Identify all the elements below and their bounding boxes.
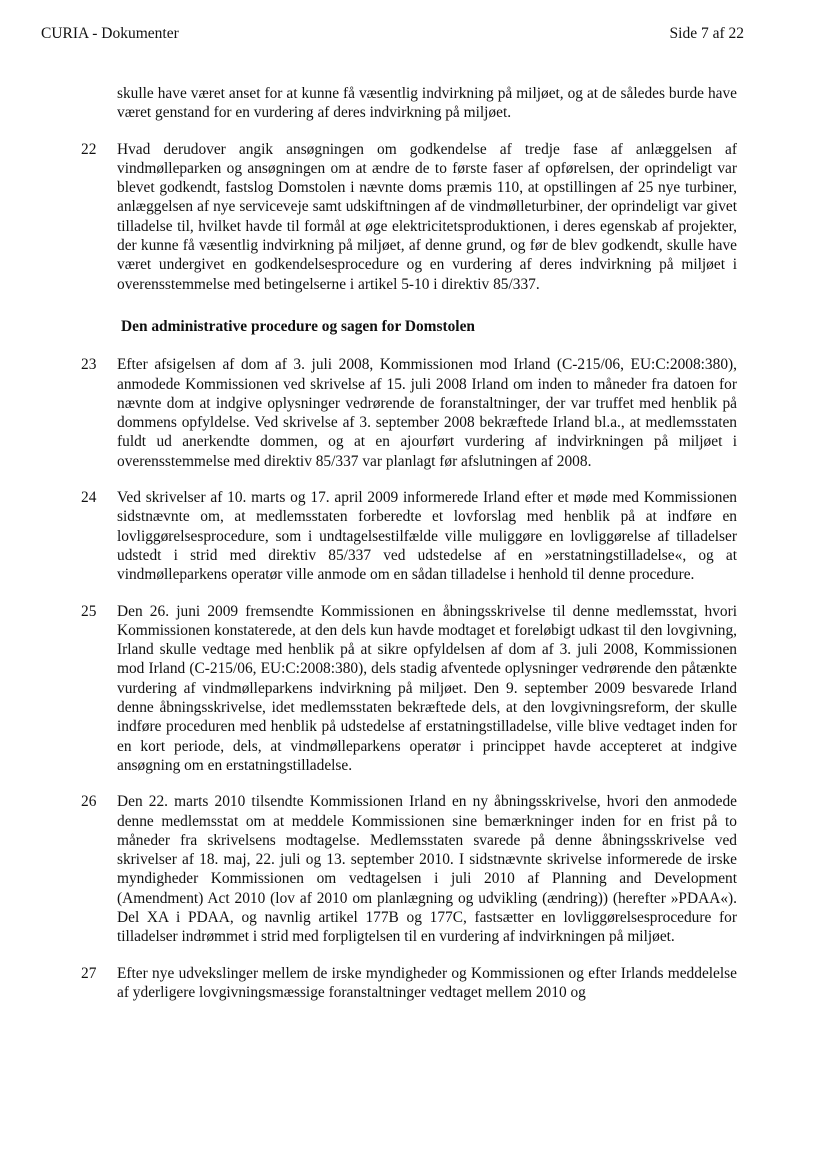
paragraph-number: 22 <box>81 140 97 158</box>
paragraph-text: Hvad derudover angik ansøgningen om godkendelse af tredje fase af anlæggelsen af vindmølleparken og ansøgningen om at ændre de to første faser af opførelsen, der oprindeligt var blevet godkendt, fastslog Domstolen i nævnte doms præmis 110, at opstillingen af 25 nye turbiner, anlæggelsen af nye serviceveje samt udskiftningen af de vindmølleturbiner, der oprindeligt var givet tilladelse til, hvilket havde til formål at øge elektricitetsproduktionen, i deres egenskab af projekter, der kunne få væsentlig indvirkning på miljøet, af denne grund, og før de blev godkendt, skulle have været undergivet en godkendelsesprocedure og en vurdering af deres indvirkning på miljøet i overensstemmelse med betingelserne i artikel 5-10 i direktiv 85/337. <box>117 140 737 293</box>
numbered-paragraph-23 <box>81 355 737 471</box>
document-source-title: CURIA - Dokumenter <box>41 25 179 42</box>
paragraph-text: Den 26. juni 2009 fremsendte Kommissionen en åbningsskrivelse til denne medlemsstat, hvori Kommissionen konstaterede, at den dels kun havde modtaget et foreløbigt udkast til den lovgivning, Irland skulle vedtage med henblik på at sikre opfyldelsen af dom af 3. juli 2008, Kommissionen mod Irland (C-215/06, EU:C:2008:380), dels stadig afventede oplysninger vedrørende den påtænkte vurdering af vindmølleparkens indvirkning på miljøet. Den 9. september 2009 besvarede Irland denne åbningsskrivelse, idet medlemsstaten bekræftede dels, at den lovgivningsreform, der skulle indføre proceduren med henblik på udstedelse af erstatningstilladelse, ville blive vedtaget inden for en kort periode, dels, at vindmølleparkens operatør i princippet havde accepteret at indgive ansøgning om en erstatningstilladelse. <box>117 602 737 774</box>
numbered-paragraph-25 <box>81 602 737 776</box>
paragraph-number: 27 <box>81 964 97 982</box>
section-heading: Den administrative procedure og sagen for Domstolen <box>121 317 475 335</box>
paragraph-number: 26 <box>81 793 97 811</box>
paragraph-number: 25 <box>81 602 97 620</box>
page-number: Side 7 af 22 <box>669 25 744 42</box>
paragraph-number: 24 <box>81 489 97 507</box>
numbered-paragraph-26 <box>81 792 737 946</box>
paragraph-text: Ved skrivelser af 10. marts og 17. april 2009 informerede Irland efter et møde med Kommissionen sidstnævnte om, at medlemsstaten forberedte et lovforslag med henblik på at indføre en lovliggørelsesprocedure, som i undtagelsestilfælde ville muliggøre en lovliggørelse af tilladelser udstedt i strid med direktiv 85/337 ved udstedelse af en »erstatningstilladelse«, og at vindmølleparkens operatør ville anmode om en sådan tilladelse i henhold til denne procedure. <box>117 489 737 584</box>
numbered-paragraph-22 <box>81 140 737 294</box>
paragraph-number: 23 <box>81 356 97 374</box>
paragraph-text: Efter nye udvekslinger mellem de irske myndigheder og Kommissionen og efter Irlands meddelelse af yderligere lovgivningsmæssige foranstaltninger vedtaget mellem 2010 og <box>117 964 737 1001</box>
numbered-paragraph-27 <box>81 964 737 1003</box>
numbered-paragraph-24 <box>81 488 737 584</box>
paragraph-text: Efter afsigelsen af dom af 3. juli 2008, Kommissionen mod Irland (C-215/06, EU:C:2008:380), anmodede Kommissionen ved skrivelse af 15. juli 2008 Irland om inden to måneder fra datoen for nævnte dom at indgive oplysninger vedrørende de foranstaltninger, der var truffet med henblik på dommens opfyldelse. Ved skrivelse af 3. september 2008 bekræftede Irland bl.a., at medlemsstaten fuldt ud anerkendte dommen, og at en ajourført vurdering af indvirkningen på miljøet i overensstemmelse med direktiv 85/337 var planlagt før afslutningen af 2008. <box>117 356 737 470</box>
continuation-paragraph: skulle have været anset for at kunne få væsentlig indvirkning på miljøet, og at de således burde have været genstand for en vurdering af deres indvirkning på miljøet. <box>117 85 737 122</box>
document-body <box>81 84 737 1019</box>
paragraph-text: Den 22. marts 2010 tilsendte Kommissionen Irland en ny åbningsskrivelse, hvori den anmodede denne medlemsstat om at meddele Kommissionen sine bemærkninger inden for en frist på to måneder fra skrivelsens modtagelse. Medlemsstaten svarede på denne åbningsskrivelse ved skrivelser af 18. maj, 22. juli og 13. september 2010. I sidstnævnte skrivelse informerede de irske myndigheder Kommissionen om vedtagelsen i juli 2010 af Planning and Development (Amendment) Act 2010 (lov af 2010 om planlægning og udvikling (ændring)) (herefter »PDAA«). Del XA i PDAA, og navnlig artikel 177B og 177C, fastsætter en lovliggørelsesprocedure for tilladelser indrømmet i strid med forpligtelsen til en vurdering af indvirkningen på miljøet. <box>117 793 737 946</box>
